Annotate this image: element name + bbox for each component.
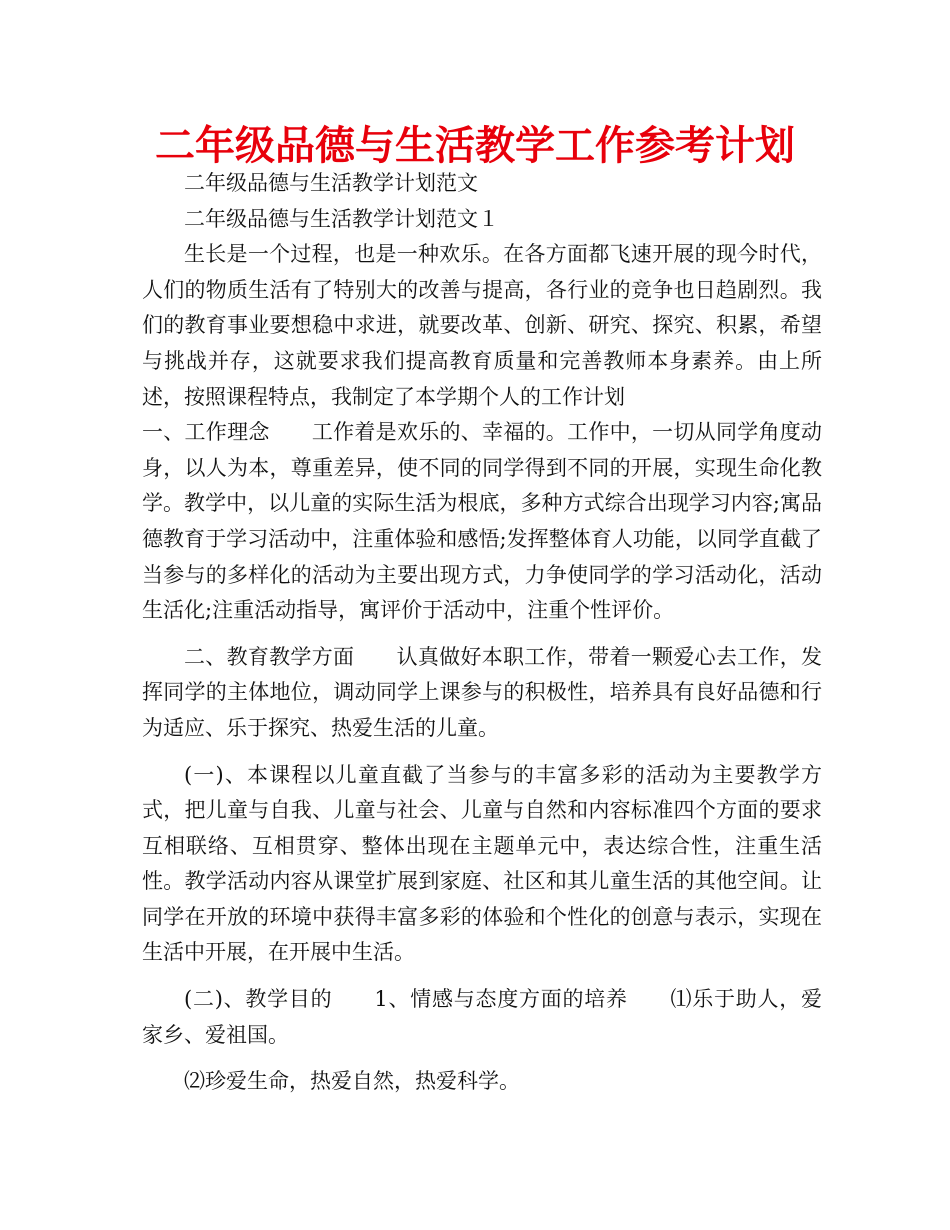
section-heading-teaching-aspect: 二、教育教学方面: [184, 644, 355, 669]
goal-item-1: ⑴乐于助人，爱家乡、爱祖国。: [142, 987, 822, 1047]
paragraph-work-concept: [142, 415, 822, 629]
paragraph-intro: 生长是一个过程，也是一种欢乐。在各方面都飞速开展的现今时代，人们的物质生活有了特别大的改善与提高，各行业的竞争也日趋剧烈。我们的教育事业要想稳中求进，就要改革、创新、研究、探究、积累，希望与挑战并存，这就要求我们提高教育质量和完善教师本身素养。由上所述，按照课程特点，我制定了本学期个人的工作计划: [142, 242, 822, 409]
document-body: [142, 166, 822, 1100]
goal-item-2: ⑵珍爱生命，热爱自然，热爱科学。: [184, 1069, 520, 1094]
paragraph-work-concept-text: 工作着是欢乐的、幸福的。工作中，一切从同学角度动身，以人为本，尊重差异，使不同的同学得到不同的开展，实现生命化教学。教学中，以儿童的实际生活为根底，多种方式综合出现学习内容;寓品德教育于学习活动中，注重体验和感悟;发挥整体育人功能，以同学直截了当参与的多样化的活动为主要出现方式，力争使同学的学习活动化，活动生活化;注重活动指导，寓评价于活动中，注重个性评价。: [142, 420, 823, 623]
document-title: 二年级品德与生活教学工作参考计划: [155, 123, 795, 169]
paragraph-teaching-aspect: [142, 640, 822, 747]
subtitle-line-2: 二年级品德与生活教学计划范文１: [184, 206, 499, 231]
paragraph-teaching-aspect-text: 认真做好本职工作，带着一颗爱心去工作，发挥同学的主体地位，调动同学上课参与的积极性，培养具有良好品德和行为适应、乐于探究、热爱生活的儿童。: [142, 644, 823, 740]
paragraph-teaching-goals: [142, 982, 822, 1053]
subtitle-line-1: 二年级品德与生活教学计划范文: [184, 171, 478, 195]
section-heading-work-concept: 一、工作理念: [142, 420, 270, 445]
paragraph-curriculum: (一)、本课程以儿童直截了当参与的丰富多彩的活动为主要教学方式，把儿童与自我、儿童与社会、儿童与自然和内容标准四个方面的要求互相联络、互相贯穿、整体出现在主题单元中，表达综合性，注重生活性。教学活动内容从课堂扩展到家庭、社区和其儿童生活的其他空间。让同学在开放的环境中获得丰富多彩的体验和个性化的创意与表示，实现在生活中开展，在开展中生活。: [142, 762, 822, 965]
subsection-heading-emotion-attitude: 1、情感与态度方面的培养: [374, 987, 628, 1012]
section-heading-teaching-goals: (二)、教学目的: [184, 987, 333, 1012]
